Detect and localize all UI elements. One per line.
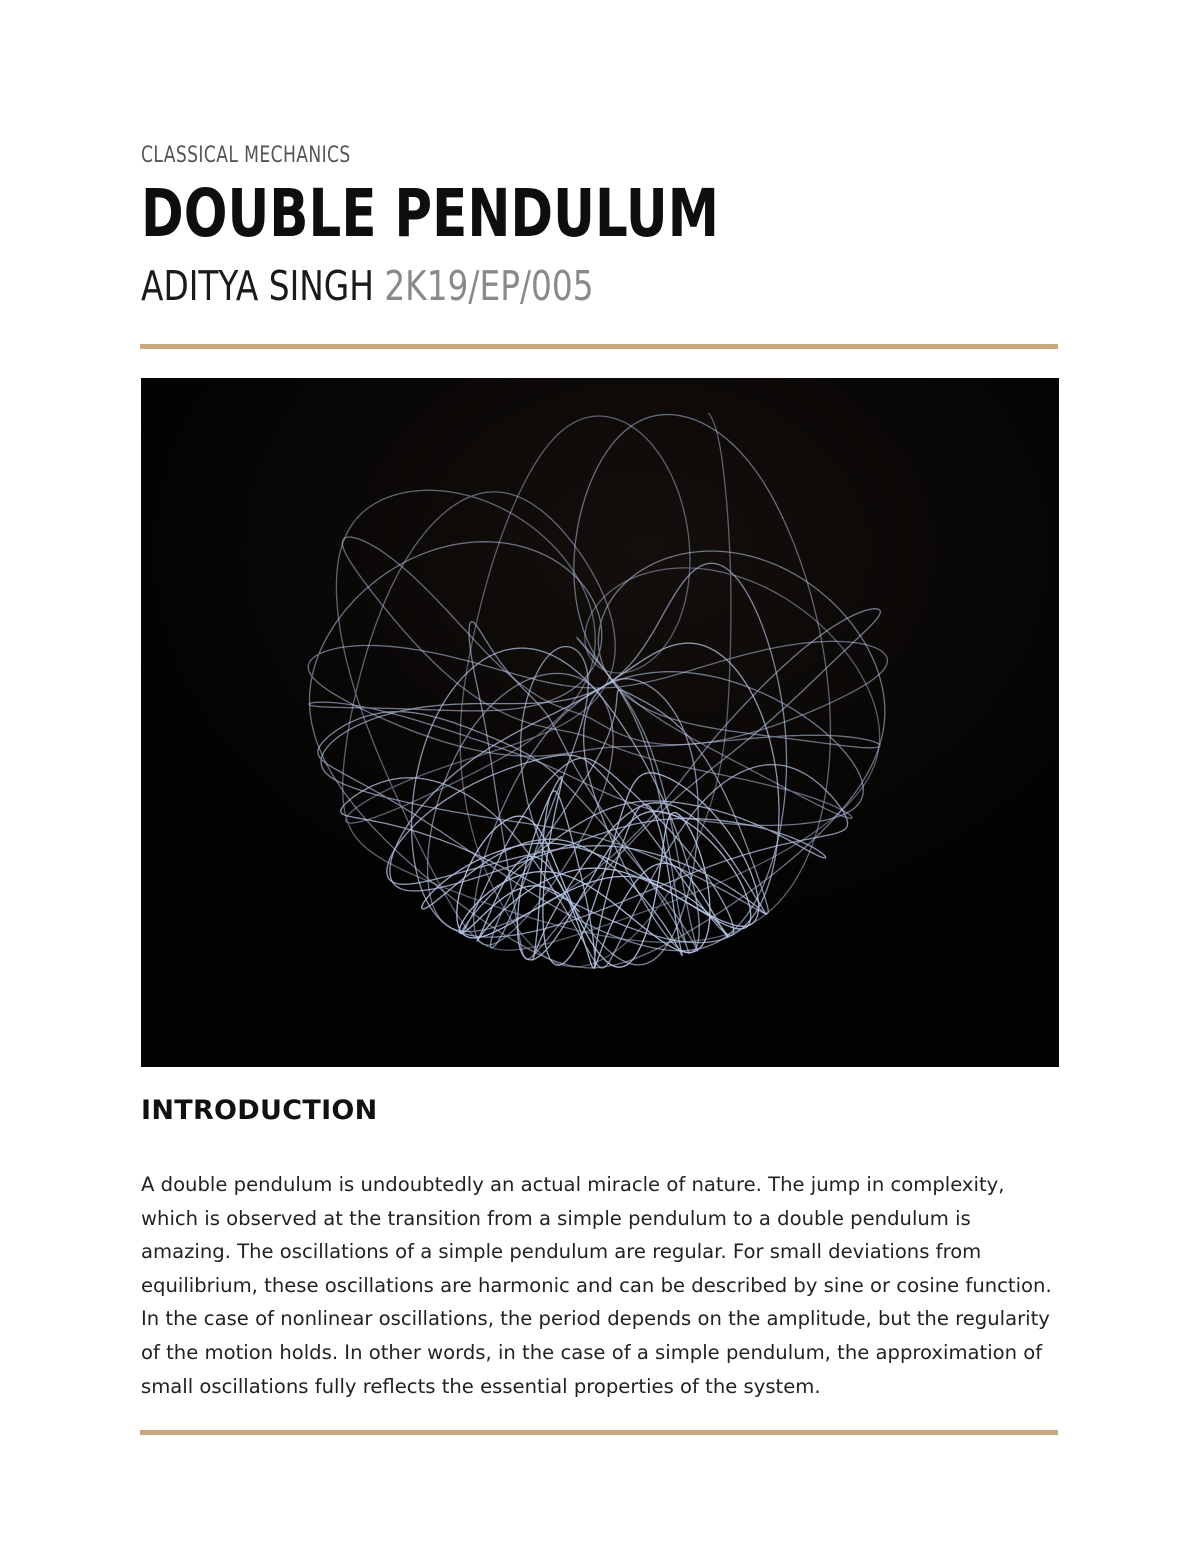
author-name: ADITYA SINGH — [141, 262, 374, 310]
top-divider — [140, 344, 1058, 349]
author-line — [141, 262, 594, 310]
photo-background — [141, 378, 1059, 1067]
category-overline: CLASSICAL MECHANICS — [141, 143, 351, 168]
bottom-divider — [140, 1430, 1058, 1435]
pendulum-photo — [141, 378, 1059, 1067]
section-paragraph: A double pendulum is undoubtedly an actual miracle of nature. The jump in complexity, which is observed at the transition from a simple pendulum to a double pendulum is amazing. The oscillations of a simple pendulum are regular. For small deviations from equilibrium, these oscillations are harmonic and can be described by sine or cosine function. In the case of nonlinear oscillations, the period depends on the amplitude, but the regularity of the motion holds. In other words, in the case of a simple pendulum, the approximation of small oscillations fully reflects the essential properties of the system. — [141, 1173, 1052, 1398]
document-title: DOUBLE PENDULUM — [141, 175, 719, 252]
roll-number: 2K19/EP/005 — [384, 262, 594, 310]
section-heading: INTRODUCTION — [141, 1095, 378, 1126]
light-trail-illustration — [141, 378, 1059, 1067]
